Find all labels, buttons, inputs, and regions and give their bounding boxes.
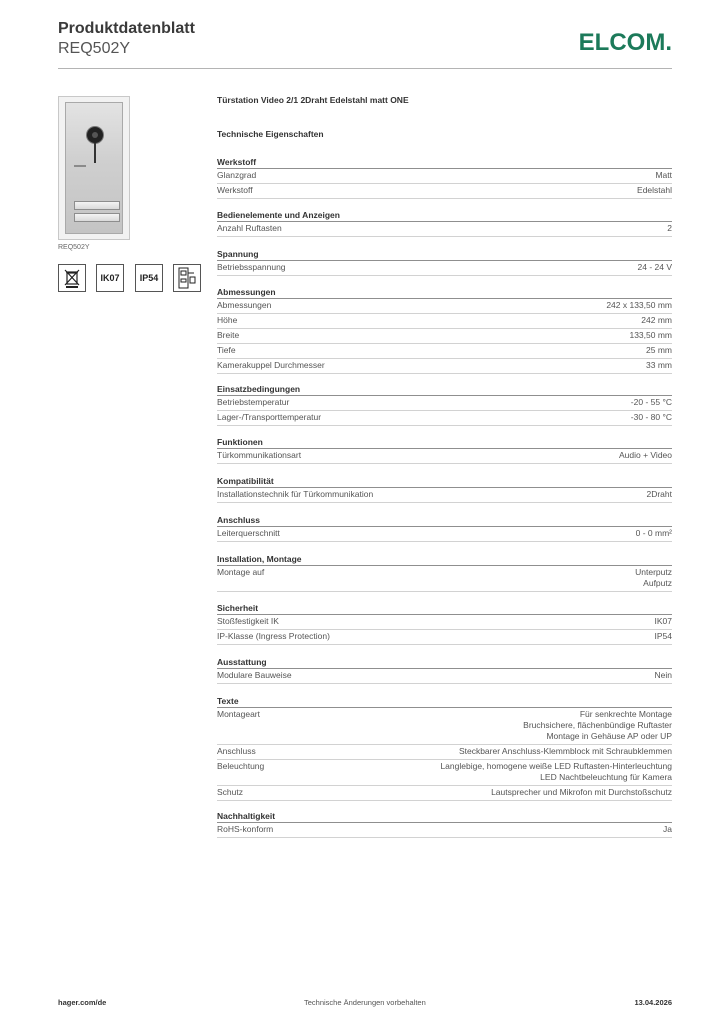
spec-section-title: Ausstattung bbox=[217, 656, 672, 669]
spec-label: Höhe bbox=[217, 315, 238, 325]
spec-value: 242 x 133,50 mm bbox=[606, 300, 672, 310]
spec-row bbox=[217, 411, 672, 426]
spec-label: Modulare Bauweise bbox=[217, 670, 292, 680]
spec-section bbox=[217, 656, 672, 684]
product-image bbox=[58, 96, 130, 240]
spec-label: Anzahl Ruftasten bbox=[217, 223, 282, 233]
spec-row bbox=[217, 261, 672, 276]
microphone-stem bbox=[94, 143, 96, 163]
product-code: REQ502Y bbox=[58, 40, 131, 57]
spec-value: -30 - 80 °C bbox=[630, 412, 672, 422]
spec-section bbox=[217, 514, 672, 542]
spec-value: Edelstahl bbox=[637, 185, 672, 195]
spec-value: Nein bbox=[654, 670, 672, 680]
spec-label: Schutz bbox=[217, 787, 243, 797]
product-details bbox=[217, 95, 672, 834]
spec-section-title: Werkstoff bbox=[217, 156, 672, 169]
footer-disclaimer: Technische Änderungen vorbehalten bbox=[304, 998, 426, 1007]
spec-label: Lager-/Transporttemperatur bbox=[217, 412, 322, 422]
spec-row bbox=[217, 630, 672, 645]
document-title: Produktdatenblatt bbox=[58, 20, 195, 37]
spec-value: Ja bbox=[663, 824, 672, 834]
spec-value: Steckbarer Anschluss-Klemmblock mit Schraubklemmen bbox=[458, 746, 672, 756]
spec-label: Kamerakuppel Durchmesser bbox=[217, 360, 325, 370]
spec-row bbox=[217, 222, 672, 237]
spec-value: Matt bbox=[655, 170, 672, 180]
spec-section-title: Kompatibilität bbox=[217, 475, 672, 488]
spec-row bbox=[217, 449, 672, 464]
spec-section-title: Bedienelemente und Anzeigen bbox=[217, 209, 672, 222]
spec-value: 133,50 mm bbox=[629, 330, 672, 340]
spec-label: Leiterquerschnitt bbox=[217, 528, 280, 538]
module-diagram-icon bbox=[173, 264, 201, 292]
spec-row bbox=[217, 527, 672, 542]
spec-label: Stoßfestigkeit IK bbox=[217, 616, 279, 626]
spec-label: Anschluss bbox=[217, 746, 256, 756]
spec-section-title: Spannung bbox=[217, 248, 672, 261]
call-button-2 bbox=[74, 213, 120, 222]
weee-crossed-bin-icon bbox=[58, 264, 86, 292]
footer-date: 13.04.2026 bbox=[634, 998, 672, 1007]
spec-label: Montage auf bbox=[217, 567, 265, 577]
spec-section-title: Sicherheit bbox=[217, 602, 672, 615]
spec-value: Für senkrechte Montage Bruchsichere, flächenbündige Ruftaster Montage in Gehäuse AP oder UP bbox=[523, 709, 672, 741]
spec-value: 0 - 0 mm² bbox=[635, 528, 672, 538]
spec-value: IP54 bbox=[654, 631, 672, 641]
product-name: Türstation Video 2/1 2Draht Edelstahl matt ONE bbox=[217, 95, 409, 105]
image-caption: REQ502Y bbox=[58, 244, 90, 251]
spec-label: Werkstoff bbox=[217, 185, 253, 195]
spec-label: Breite bbox=[217, 330, 240, 340]
spec-row bbox=[217, 359, 672, 374]
spec-value: Unterputz Aufputz bbox=[635, 567, 672, 588]
spec-value: Audio + Video bbox=[618, 450, 672, 460]
spec-value: 25 mm bbox=[646, 345, 672, 355]
spec-label: Tiefe bbox=[217, 345, 236, 355]
spec-row bbox=[217, 566, 672, 592]
spec-row bbox=[217, 184, 672, 199]
ip54-badge: IP54 bbox=[135, 264, 163, 292]
spec-row bbox=[217, 314, 672, 329]
spec-label: IP-Klasse (Ingress Protection) bbox=[217, 631, 330, 641]
spec-row bbox=[217, 786, 672, 801]
footer-website: hager.com/de bbox=[58, 998, 107, 1007]
spec-row bbox=[217, 344, 672, 359]
spec-section bbox=[217, 209, 672, 237]
spec-section bbox=[217, 810, 672, 838]
spec-section bbox=[217, 383, 672, 426]
spec-row bbox=[217, 396, 672, 411]
spec-value: 33 mm bbox=[646, 360, 672, 370]
header-divider bbox=[58, 68, 672, 69]
ik07-badge: IK07 bbox=[96, 264, 124, 292]
spec-row bbox=[217, 169, 672, 184]
page-header bbox=[58, 20, 672, 70]
spec-value: 242 mm bbox=[641, 315, 672, 325]
spec-section bbox=[217, 553, 672, 592]
spec-section bbox=[217, 475, 672, 503]
spec-section-title: Einsatzbedingungen bbox=[217, 383, 672, 396]
camera-icon bbox=[87, 127, 103, 143]
spec-section bbox=[217, 156, 672, 199]
spec-row bbox=[217, 615, 672, 630]
spec-section bbox=[217, 286, 672, 374]
spec-label: RoHS-konform bbox=[217, 824, 274, 834]
plate-brand-mark bbox=[74, 165, 86, 167]
spec-label: Betriebsspannung bbox=[217, 262, 286, 272]
spec-label: Montageart bbox=[217, 709, 260, 719]
elcom-logo: ELCOM. bbox=[578, 29, 672, 56]
spec-value: 2 bbox=[667, 223, 672, 233]
door-station-plate bbox=[65, 102, 123, 234]
spec-section bbox=[217, 248, 672, 276]
spec-value: Langlebige, homogene weiße LED Ruftasten-Hinterleuchtung LED Nachtbeleuchtung für Kamera bbox=[440, 761, 672, 782]
spec-value: 2Draht bbox=[646, 489, 672, 499]
spec-row bbox=[217, 329, 672, 344]
spec-section-title: Funktionen bbox=[217, 436, 672, 449]
spec-label: Beleuchtung bbox=[217, 761, 265, 771]
spec-value: IK07 bbox=[654, 616, 672, 626]
spec-section-title: Texte bbox=[217, 695, 672, 708]
spec-label: Türkommunikationsart bbox=[217, 450, 302, 460]
spec-section bbox=[217, 436, 672, 464]
call-button-1 bbox=[74, 201, 120, 210]
spec-section-title: Anschluss bbox=[217, 514, 672, 527]
spec-value: Lautsprecher und Mikrofon mit Durchstoßschutz bbox=[491, 787, 672, 797]
technical-properties-heading: Technische Eigenschaften bbox=[217, 129, 324, 139]
spec-label: Glanzgrad bbox=[217, 170, 257, 180]
spec-row bbox=[217, 669, 672, 684]
spec-row bbox=[217, 708, 672, 745]
spec-label: Abmessungen bbox=[217, 300, 272, 310]
spec-section-title: Abmessungen bbox=[217, 286, 672, 299]
spec-row bbox=[217, 488, 672, 503]
spec-label: Installationstechnik für Türkommunikation bbox=[217, 489, 374, 499]
spec-section bbox=[217, 602, 672, 645]
spec-value: 24 - 24 V bbox=[637, 262, 672, 272]
spec-row bbox=[217, 823, 672, 838]
spec-row bbox=[217, 299, 672, 314]
spec-row bbox=[217, 745, 672, 760]
spec-section bbox=[217, 695, 672, 801]
spec-value: -20 - 55 °C bbox=[630, 397, 672, 407]
spec-row bbox=[217, 760, 672, 786]
spec-label: Betriebstemperatur bbox=[217, 397, 290, 407]
spec-section-title: Nachhaltigkeit bbox=[217, 810, 672, 823]
spec-section-title: Installation, Montage bbox=[217, 553, 672, 566]
